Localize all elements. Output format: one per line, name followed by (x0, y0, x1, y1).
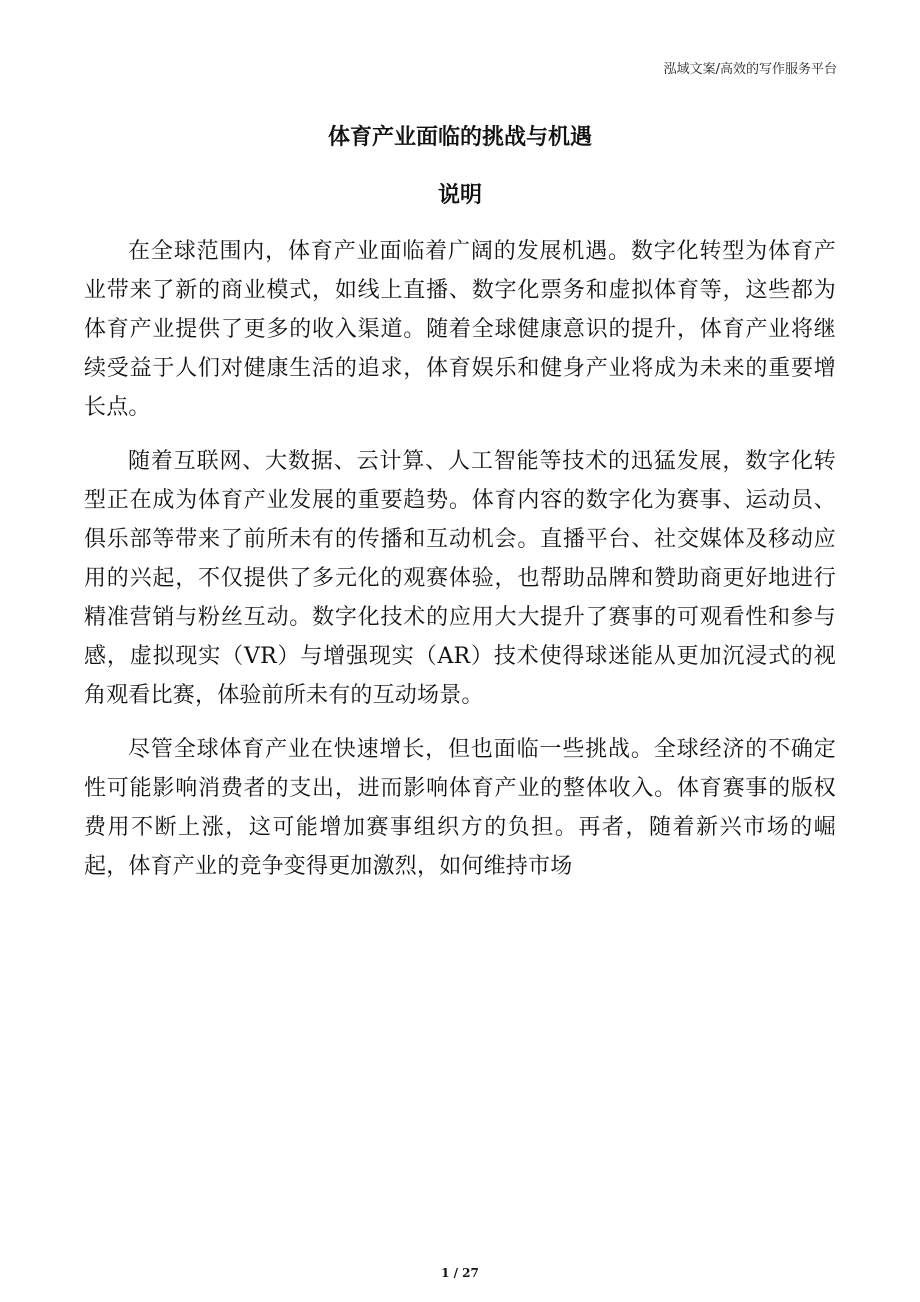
document-title: 体育产业面临的挑战与机遇 (327, 125, 592, 150)
paragraph: 尽管全球体育产业在快速增长，但也面临一些挑战。全球经济的不确定性可能影响消费者的支出，进而影响体育产业的整体收入。体育赛事的版权费用不断上涨，这可能增加赛事组织方的负担。再者，随着新兴市场的崛起，体育产业的竞争变得更加激烈，如何维持市场 (84, 737, 836, 879)
paragraph: 在全球范围内，体育产业面临着广阔的发展机遇。数字化转型为体育产业带来了新的商业模式，如线上直播、数字化票务和虚拟体育等，这些都为体育产业提供了更多的收入渠道。随着全球健康意识的提升，体育产业将继续受益于人们对健康生活的追求，体育娱乐和健身产业将成为未来的重要增长点。 (84, 239, 836, 420)
header-brand-text: 泓域文案/高效的写作服务平台 (663, 62, 837, 77)
page-number: 1 / 27 (441, 1266, 479, 1280)
document-body (84, 232, 836, 901)
section-heading: 说明 (437, 183, 482, 208)
paragraph: 随着互联网、大数据、云计算、人工智能等技术的迅猛发展，数字化转型正在成为体育产业发展的重要趋势。体育内容的数字化为赛事、运动员、俱乐部等带来了前所未有的传播和互动机会。直播平台、社交媒体及移动应用的兴起，不仅提供了多元化的观赛体验，也帮助品牌和赞助商更好地进行精准营销与粉丝互动。数字化技术的应用大大提升了赛事的可观看性和参与感，虚拟现实（VR）与增强现实（AR）技术使得球迷能从更加沉浸式的视角观看比赛，体验前所未有的互动场景。 (84, 449, 836, 708)
